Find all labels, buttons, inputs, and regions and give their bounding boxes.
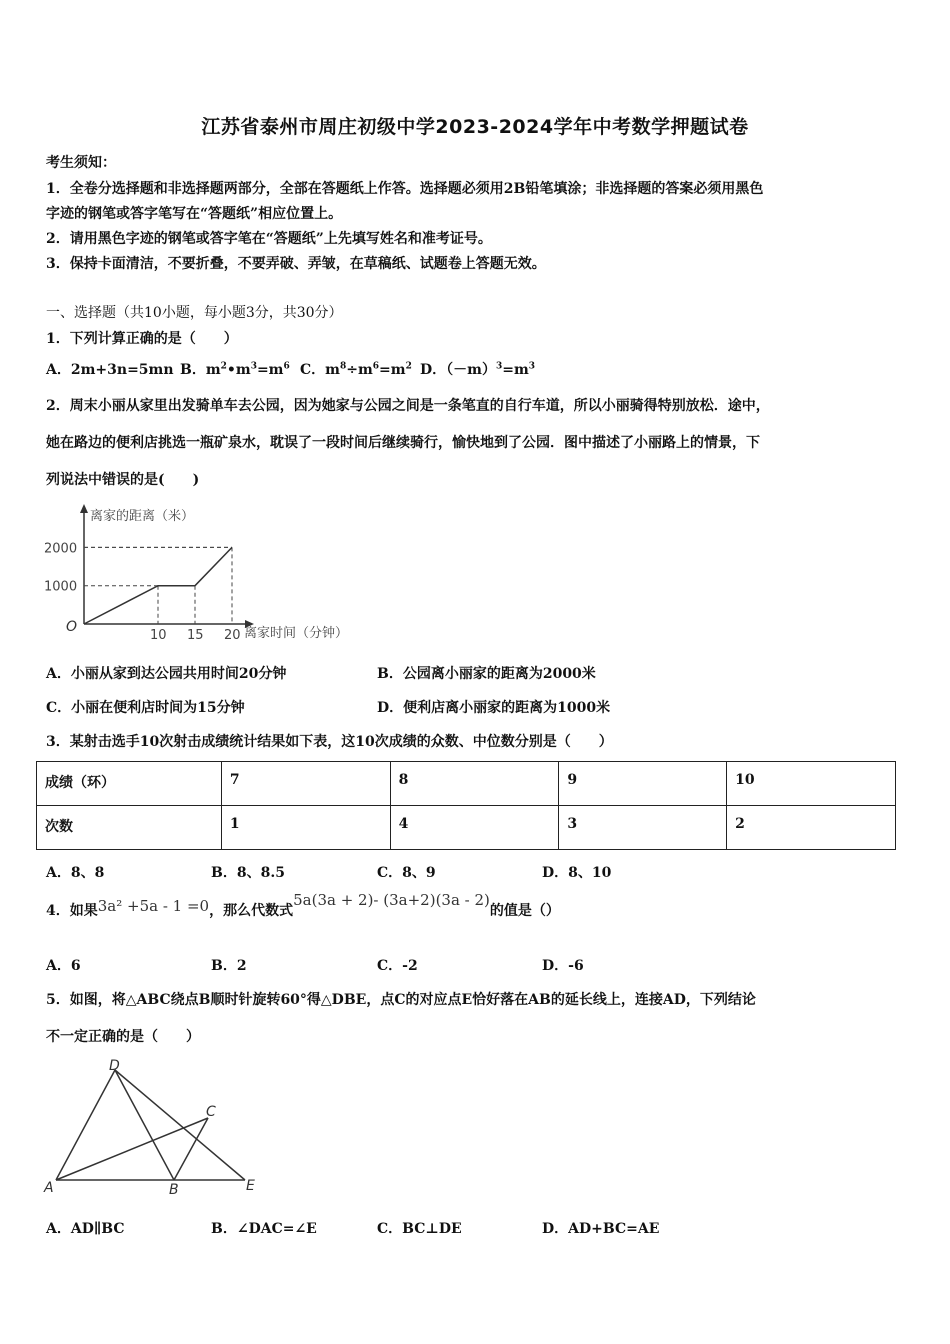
table-cell: 1 bbox=[221, 806, 390, 850]
q4-option-a: A．6 bbox=[46, 958, 81, 974]
q5-option-a: A．AD∥BC bbox=[46, 1221, 125, 1237]
point-label-b: B bbox=[169, 1182, 179, 1198]
notice-item-2: 2．请用黑色字迹的钢笔或答字笔在“答题纸”上先填写姓名和准考证号。 bbox=[46, 231, 492, 247]
q2-stem-line2: 她在路边的便利店挑选一瓶矿泉水，耽误了一段时间后继续骑行，愉快地到了公园．图中描述了小丽路上的情景，下 bbox=[46, 435, 760, 451]
table-cell: 成绩（环） bbox=[37, 762, 222, 806]
q1-option-c: C．$m^8\div m^6=m^2$ bbox=[300, 361, 412, 378]
table-cell: 8 bbox=[390, 762, 559, 806]
q3-stem: 3．某射击选手10次射击成绩统计结果如下表，这10次成绩的众数、中位数分别是（ ） bbox=[46, 734, 613, 750]
q4-stem bbox=[46, 891, 560, 920]
table-cell: 7 bbox=[221, 762, 390, 806]
segment-de bbox=[115, 1070, 245, 1180]
score-table bbox=[36, 761, 896, 850]
q1-option-a: A．2m+3n=5mn bbox=[46, 362, 174, 378]
segment-ad bbox=[56, 1070, 115, 1180]
q5-option-c: C．BC⊥DE bbox=[377, 1221, 462, 1237]
table-cell: 3 bbox=[559, 806, 727, 850]
segment-ac bbox=[56, 1118, 208, 1180]
q3-option-b: B．8、8.5 bbox=[211, 865, 285, 881]
segment-db bbox=[115, 1070, 174, 1180]
q4-text-middle: ，那么代数式 bbox=[209, 903, 294, 919]
origin-label: O bbox=[66, 619, 78, 635]
q4-expression: 5a(3a + 2)- (3a+2)(3a - 2) bbox=[293, 891, 490, 909]
q5-option-d: D．AD+BC=AE bbox=[542, 1221, 660, 1237]
q1-option-b: B．$m^2•m^3=m^6$ bbox=[180, 361, 290, 378]
q4-option-b: B．2 bbox=[211, 958, 247, 974]
table-cell: 2 bbox=[727, 806, 896, 850]
q4-text-suffix: 的值是（） bbox=[489, 903, 560, 919]
notice-heading: 考生须知： bbox=[46, 155, 116, 171]
q3-option-c: C．8、9 bbox=[377, 865, 436, 881]
y-tick-label: 2000 bbox=[44, 541, 78, 557]
q2-stem-line3: 列说法中错误的是( ) bbox=[46, 472, 200, 488]
exam-title: 江苏省泰州市周庄初级中学2023-2024学年中考数学押题试卷 bbox=[201, 116, 749, 138]
section-heading: 一、选择题（共10小题，每小题3分，共30分） bbox=[46, 305, 343, 321]
q2-option-a: A．小丽从家到达公园共用时间20分钟 bbox=[46, 666, 287, 682]
q2-option-d: D．便利店离小丽家的距离为1000米 bbox=[377, 700, 611, 716]
notice-item-1b: 字迹的钢笔或答字笔写在“答题纸”相应位置上。 bbox=[46, 206, 343, 222]
x-tick-label: 15 bbox=[187, 628, 204, 643]
q4-option-c: C．-2 bbox=[377, 958, 418, 974]
rotation-triangle-figure bbox=[40, 1058, 265, 1198]
point-label-c: C bbox=[206, 1104, 216, 1120]
q3-option-d: D．8、10 bbox=[542, 865, 612, 881]
table-row bbox=[37, 806, 896, 850]
q2-option-c: C．小丽在便利店时间为15分钟 bbox=[46, 700, 245, 716]
y-axis-label: 离家的距离（米） bbox=[90, 509, 195, 524]
point-label-a: A bbox=[44, 1180, 54, 1196]
point-label-e: E bbox=[246, 1178, 255, 1194]
y-axis-arrow bbox=[80, 504, 88, 513]
table-cell: 10 bbox=[727, 762, 896, 806]
segment-bc bbox=[174, 1118, 208, 1180]
x-tick-label: 10 bbox=[150, 628, 167, 643]
point-label-d: D bbox=[109, 1058, 120, 1074]
q2-option-b: B．公园离小丽家的距离为2000米 bbox=[377, 666, 596, 682]
x-axis-label: 离家时间（分钟） bbox=[244, 626, 349, 641]
table-cell: 9 bbox=[559, 762, 727, 806]
q5-stem-line2: 不一定正确的是（ ） bbox=[46, 1029, 200, 1045]
q3-option-a: A．8、8 bbox=[46, 865, 105, 881]
notice-item-1a: 1．全卷分选择题和非选择题两部分，全部在答题纸上作答。选择题必须用2B铅笔填涂；非选择题的答案必须用黑色 bbox=[46, 181, 764, 197]
table-row bbox=[37, 762, 896, 806]
table-cell: 4 bbox=[390, 806, 559, 850]
notice-item-3: 3．保持卡面清洁，不要折叠，不要弄破、弄皱，在草稿纸、试题卷上答题无效。 bbox=[46, 256, 546, 272]
table-cell: 次数 bbox=[37, 806, 222, 850]
x-tick-label: 20 bbox=[224, 628, 241, 643]
q1-stem: 1．下列计算正确的是（ ） bbox=[46, 331, 238, 347]
q1-option-d: D．$(-m)^3=m^3$ bbox=[420, 361, 536, 378]
y-tick-label: 1000 bbox=[44, 579, 78, 595]
q4-text-prefix: 4．如果 bbox=[46, 903, 98, 919]
q4-option-d: D．-6 bbox=[542, 958, 584, 974]
q5-option-b: B．∠DAC=∠E bbox=[211, 1221, 317, 1237]
q5-stem-line1: 5．如图，将△ABC绕点B顺时针旋转60°得△DBE，点C的对应点E恰好落在AB的延长线上，连接AD，下列结论 bbox=[46, 992, 756, 1008]
q4-equation: 3a² +5a - 1 =0 bbox=[97, 897, 210, 915]
q2-stem-line1: 2．周末小丽从家里出发骑单车去公园，因为她家与公园之间是一条笔直的自行车道，所以小丽骑得特别放松．途中， bbox=[46, 398, 770, 414]
distance-time-chart bbox=[36, 500, 396, 650]
